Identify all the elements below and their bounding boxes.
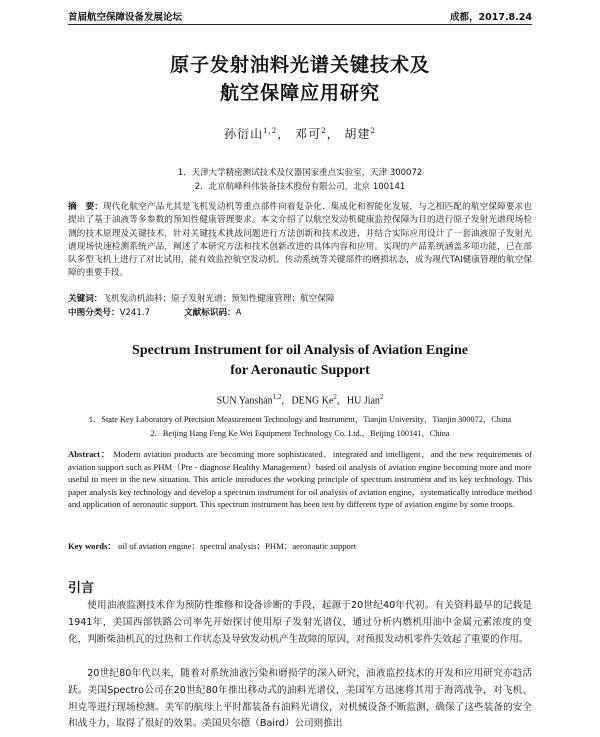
doc-code-label: 文献标识码： — [184, 308, 236, 318]
chinese-abstract-text: 现代化航空产品尤其是飞机发动机等重点部件向着复杂化、集成化和智能化发展，与之相匹配的航空保障要求也提出了基于油液等多参数的预知性健康管理要求。本文介绍了以航空发动机健康监控保障为目的进行原子发射光谱现场检测的技术原理及关键技术，针对关键技术挑战问题进行方法创新和技术改进，并结合实际应用设计了一套油液原子发射光谱现场快速检测系统产品，阐述了本研究方法和技术创新改进的具体内容和应用。实现的产品系统涵盖多项功能，已在部队多型飞机上进行了对比试用，能有效监控航空发动机、传动系统等关键部件的磨损状态，成为现代TAI健康管理的航空保障的重要手段。 — [68, 202, 532, 279]
chinese-authors: 孙衍山$^{1,2}$， 邓可$^2$， 胡建$^2$ — [224, 127, 376, 141]
english-abstract-text: Modern aviation products are becoming more sophisticated，integrated and intelligent，and the new requirements of aviation support such as PHM（Pre - diagnose Healthy Management）based oil analysis of aviation engine becoming more and more useful to meet in the new situation. This article introduces the working principle of spectrum instrument and its key technology. This paper analysis key technology and develop a spectrum instrument for oil analysis of aviation engine，systematically introduce method and application of aeronautic support. This spectrum instrument has been test by different type of aviation engine by some troops. — [68, 449, 532, 510]
author-name: DENG Ke — [291, 395, 334, 407]
english-title-line2: for Aeronautic Support — [230, 363, 370, 378]
section-heading-introduction: 引言 — [68, 581, 95, 596]
english-abstract — [68, 448, 532, 511]
author-affiliation-mark: 2 — [321, 127, 327, 135]
english-affiliation-2: 2．Beijing Hang Feng Ke Wei Equipment Technology Co. Ltd.，Beijing 100141，China — [150, 429, 450, 438]
author-affiliation-mark: 2 — [370, 127, 376, 135]
chinese-keywords-label: 关键词： — [68, 294, 103, 304]
author-name: HU Jian — [346, 395, 380, 407]
cls-label: 中图分类号： — [68, 308, 120, 318]
conference-location-date: 成都，2017.8.24 — [450, 12, 532, 23]
chinese-keywords-text: 飞机发动机油料；原子发射光谱；预知性健康管理；航空保障 — [102, 294, 335, 304]
journal-name: 首届航空保障设备发展论坛 — [68, 12, 183, 23]
classification-line — [68, 306, 532, 318]
chinese-abstract — [68, 201, 532, 281]
english-keywords-label: Key words： — [68, 541, 116, 551]
author-name: 邓可 — [295, 127, 322, 141]
chinese-affiliation-1: 1．天津大学精密测试技术及仪器国家重点实验室，天津 300072 — [177, 168, 423, 178]
chinese-title-line2: 航空保障应用研究 — [219, 82, 380, 104]
chinese-abstract-label: 摘 要： — [68, 202, 104, 212]
header-divider — [68, 24, 532, 25]
author-affiliation-mark: 1,2 — [272, 393, 282, 401]
author-affiliation-mark: 2 — [379, 393, 384, 401]
english-title-line1: Spectrum Instrument for oil Analysis of Aviation Engine — [132, 343, 468, 358]
english-abstract-label: Abstract： — [68, 449, 111, 459]
chinese-title-line1: 原子发射油料光谱关键技术及 — [169, 54, 430, 76]
body-paragraph: 使用油液监测技术作为预防性维修和设备诊断的手段，起源于20世纪40年代初。有关资料最早的记载是1941年，美国西部铁路公司率先开始探讨使用原子发射光谱仪，通过分析内燃机用油中金属元素浓度的变化，判断柴油机瓦的过热和工作状态及导致发动机产生故障的原因，对预报发动机零件失效起了重要的作用。 — [68, 600, 532, 645]
running-header — [68, 9, 532, 23]
doc-code-value: A — [235, 308, 242, 318]
body-paragraph: 20世纪80年代以来，随着对系统油液污染和磨损学的深入研究，油液监控技术的开发和应用研究亦趋活跃。美国Spectro公司在20世纪80年推出移动式的油料光谱仪，美国军方迅速将其用于海湾战争，对飞机、坦克等进行现场检测。美军的航母上平时都装备有油料光谱仪，对机械设备不断监测，确保了这些装备的安全和战斗力，取得了很好的效果。美国贝尔德（Baird）公司则推出 — [68, 668, 532, 730]
english-authors: SUN Yanshan$^{1,2}$, DENG Ke$^2$, HU Jian$^2$ — [216, 393, 384, 407]
english-affiliation-1: 1．State Key Laboratory of Precision Measurement Technology and Instrument，Tianjin University，Tianjin 300072，China — [88, 415, 512, 424]
chinese-keywords — [68, 292, 532, 304]
cls-value: V241.7 — [119, 308, 151, 318]
author-name: 孙衍山 — [224, 127, 264, 141]
english-keywords — [68, 540, 532, 552]
author-affiliation-mark: 2 — [333, 393, 337, 401]
chinese-affiliation-2: 2．北京航峰科伟装备技术股份有限公司，北京 100141 — [194, 182, 406, 192]
author-name: SUN Yanshan — [216, 395, 273, 407]
author-affiliation-mark: 1,2 — [263, 127, 278, 135]
english-keywords-text: oil of aviation engine；spectral analysis；PHM；aeronautic support — [118, 541, 357, 551]
author-name: 胡建 — [344, 127, 371, 141]
